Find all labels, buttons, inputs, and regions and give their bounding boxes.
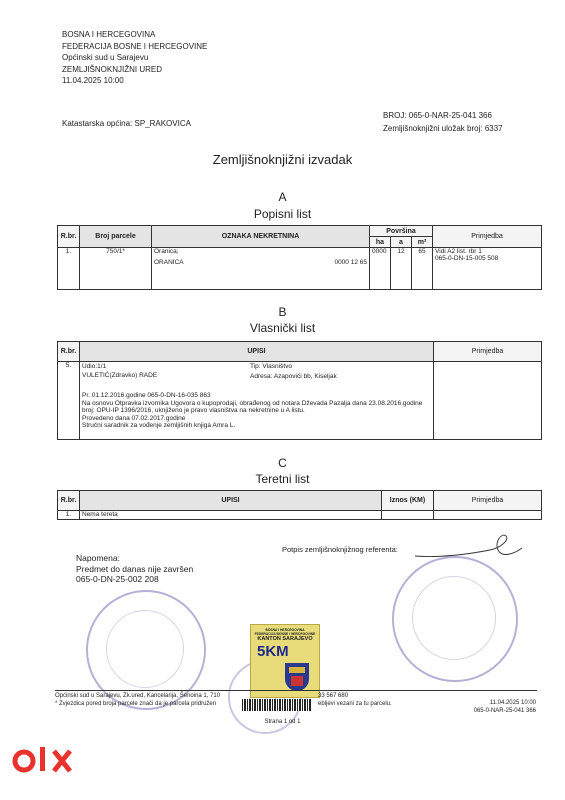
- tax-stamp: [250, 624, 320, 698]
- col-ha: ha: [370, 237, 391, 248]
- olx-logo-icon: [10, 745, 100, 781]
- header-line: ZEMLJIŠNOKNJIŽNI URED: [62, 64, 163, 74]
- footer-date: 11.04.2025 10:00: [489, 700, 536, 706]
- cell-rbr: 1.: [58, 511, 80, 520]
- oznaka-line: ORANICA: [154, 259, 184, 266]
- section-c-title: Teretni list: [255, 472, 310, 486]
- header-datetime: 11.04.2025 10:00: [62, 76, 124, 85]
- napomena-number: 065-0-DN-25-002 208: [76, 574, 159, 584]
- footer-divider: [55, 690, 537, 691]
- header-line: FEDERACIJA BOSNE I HERCEGOVINE: [62, 41, 208, 51]
- olx-logo: [10, 745, 100, 786]
- col-a: a: [391, 237, 412, 248]
- header-line: BOSNA I HERCEGOVINA: [62, 30, 156, 39]
- col-m2: m²: [412, 237, 433, 248]
- oznaka-line: Oranica;: [154, 248, 179, 255]
- owner-name: VULETIĆ(Zdravko) RADE: [82, 372, 158, 379]
- footer-number: 065-0-NAR-25-041 366: [473, 708, 536, 714]
- ulozak-number: Zemljišnoknjižni uložak broj: 6337: [383, 123, 503, 133]
- col-upisi: UPISI: [80, 342, 434, 362]
- cell-upisi: [80, 362, 434, 440]
- upis-text: Pr. 01.12.2016.godine 065-0-DN-16-035 863 Na osnovu Otpravka izvornika Ugovora o kupoprodaji, obrađenog od notara Dževada Pazalja dana 23.08.2016.godine broj: OPU-IP 1396/2016, uknjiženo je pravo vlasništva na nekretnine u A listu. Provedeno dana 07.02.2017.godine Stručni saradnik za vođenje zemljišnih knjiga Amra L.: [82, 392, 423, 429]
- adresa: Adresa: Azapovići bb, Kiseljak: [250, 373, 337, 380]
- section-a-title: Popisni list: [253, 207, 312, 221]
- col-oznaka: OZNAKA NEKRETNINA: [152, 226, 370, 248]
- table-row: [58, 511, 542, 520]
- col-rbr: R.br.: [58, 342, 80, 362]
- tax-stamp-value: 5KM: [257, 643, 289, 660]
- popisni-list-table: [57, 225, 542, 290]
- coat-of-arms-icon: [285, 663, 309, 691]
- cell-a: 12: [391, 248, 412, 290]
- tax-stamp-line: BOSNA I HERCEGOVINA: [265, 628, 305, 632]
- cell-iznos: [382, 511, 434, 520]
- barcode: [242, 699, 312, 711]
- col-rbr: R.br.: [58, 226, 80, 248]
- referent-signature-label: Potpis zemljišnoknjižnog referenta:: [282, 545, 398, 554]
- footer-middle: [318, 692, 392, 708]
- napomena-text: Predmet do danas nije završen: [76, 563, 194, 574]
- teretni-list-table: [57, 490, 542, 520]
- col-broj-parcele: Broj parcele: [80, 226, 152, 248]
- tax-stamp-line: FEDERACIJA BOSNE I HERCEGOVINE: [254, 632, 316, 636]
- document-number-block: [383, 110, 503, 135]
- section-c-letter: C: [278, 456, 287, 470]
- document-number: BROJ: 065-0-NAR-25-041 366: [383, 111, 492, 120]
- col-rbr: R.br.: [58, 491, 80, 511]
- section-a-letter: A: [278, 190, 287, 204]
- cell-primjedba: [434, 362, 542, 440]
- section-b-letter: B: [278, 305, 287, 319]
- oznaka-area: 0000 12 65: [334, 259, 367, 266]
- cell-oznaka: [152, 248, 370, 290]
- col-iznos: Iznos (KM): [382, 491, 434, 511]
- footer-phone: 33 567 680: [318, 693, 349, 699]
- court-stamp-right: [392, 556, 518, 682]
- tip: Tip: Vlasništvo: [250, 363, 293, 370]
- cell-parcela: 750/1*: [80, 248, 152, 290]
- katastarska-opcina: Katastarska općina: SP_RAKOVICA: [62, 119, 191, 128]
- stamp-inner-ring: [106, 610, 184, 688]
- stamp-inner-ring: [412, 576, 496, 660]
- footer-left: [55, 692, 220, 708]
- footer-address: Općinski sud u Sarajevu, Zk.ured, Kancelarija, Šenoina 1, 710: [55, 693, 221, 699]
- tax-stamp-canton: KANTON SARAJEVO: [257, 636, 313, 642]
- cell-rbr: 5.: [58, 362, 80, 440]
- cell-primjedba: Vidi A2 list. rbr 1 065-0-DN-15-005 508: [433, 248, 542, 290]
- cell-rbr: 1.: [58, 248, 80, 290]
- col-primjedba: Primjedba: [434, 342, 542, 362]
- footer-note-end: ebljevi vezani za tu parcelu.: [318, 701, 392, 707]
- col-primjedba: Primjedba: [434, 491, 542, 511]
- cell-m2: 65: [412, 248, 433, 290]
- court-header: [62, 29, 207, 87]
- table-row: [58, 362, 542, 440]
- tax-stamp-header: [251, 628, 319, 636]
- napomena-block: [76, 553, 193, 585]
- cell-upisi: Nema tereta: [80, 511, 382, 520]
- header-line: Općinski sud u Sarajevu: [62, 53, 149, 62]
- footer-note: * Zvjezdica pored broja parcele znači da je parcela pridružen: [55, 701, 217, 707]
- col-upisi: UPISI: [80, 491, 382, 511]
- udio: Udio:1/1: [82, 363, 107, 370]
- vlasnicki-list-table: [57, 341, 542, 440]
- cell-ha: 0000: [370, 248, 391, 290]
- page-number: Strana 1 od 1: [264, 719, 301, 725]
- page-title: Zemljišnoknjižni izvadak: [212, 152, 353, 167]
- col-povrsina: Površina: [370, 226, 433, 237]
- section-b-title: Vlasnički list: [249, 321, 316, 335]
- napomena-label: Napomena:: [76, 553, 120, 563]
- footer-right: [456, 699, 536, 715]
- col-primjedba: Primjedba: [433, 226, 542, 248]
- cell-primjedba: [434, 511, 542, 520]
- table-row: [58, 248, 542, 290]
